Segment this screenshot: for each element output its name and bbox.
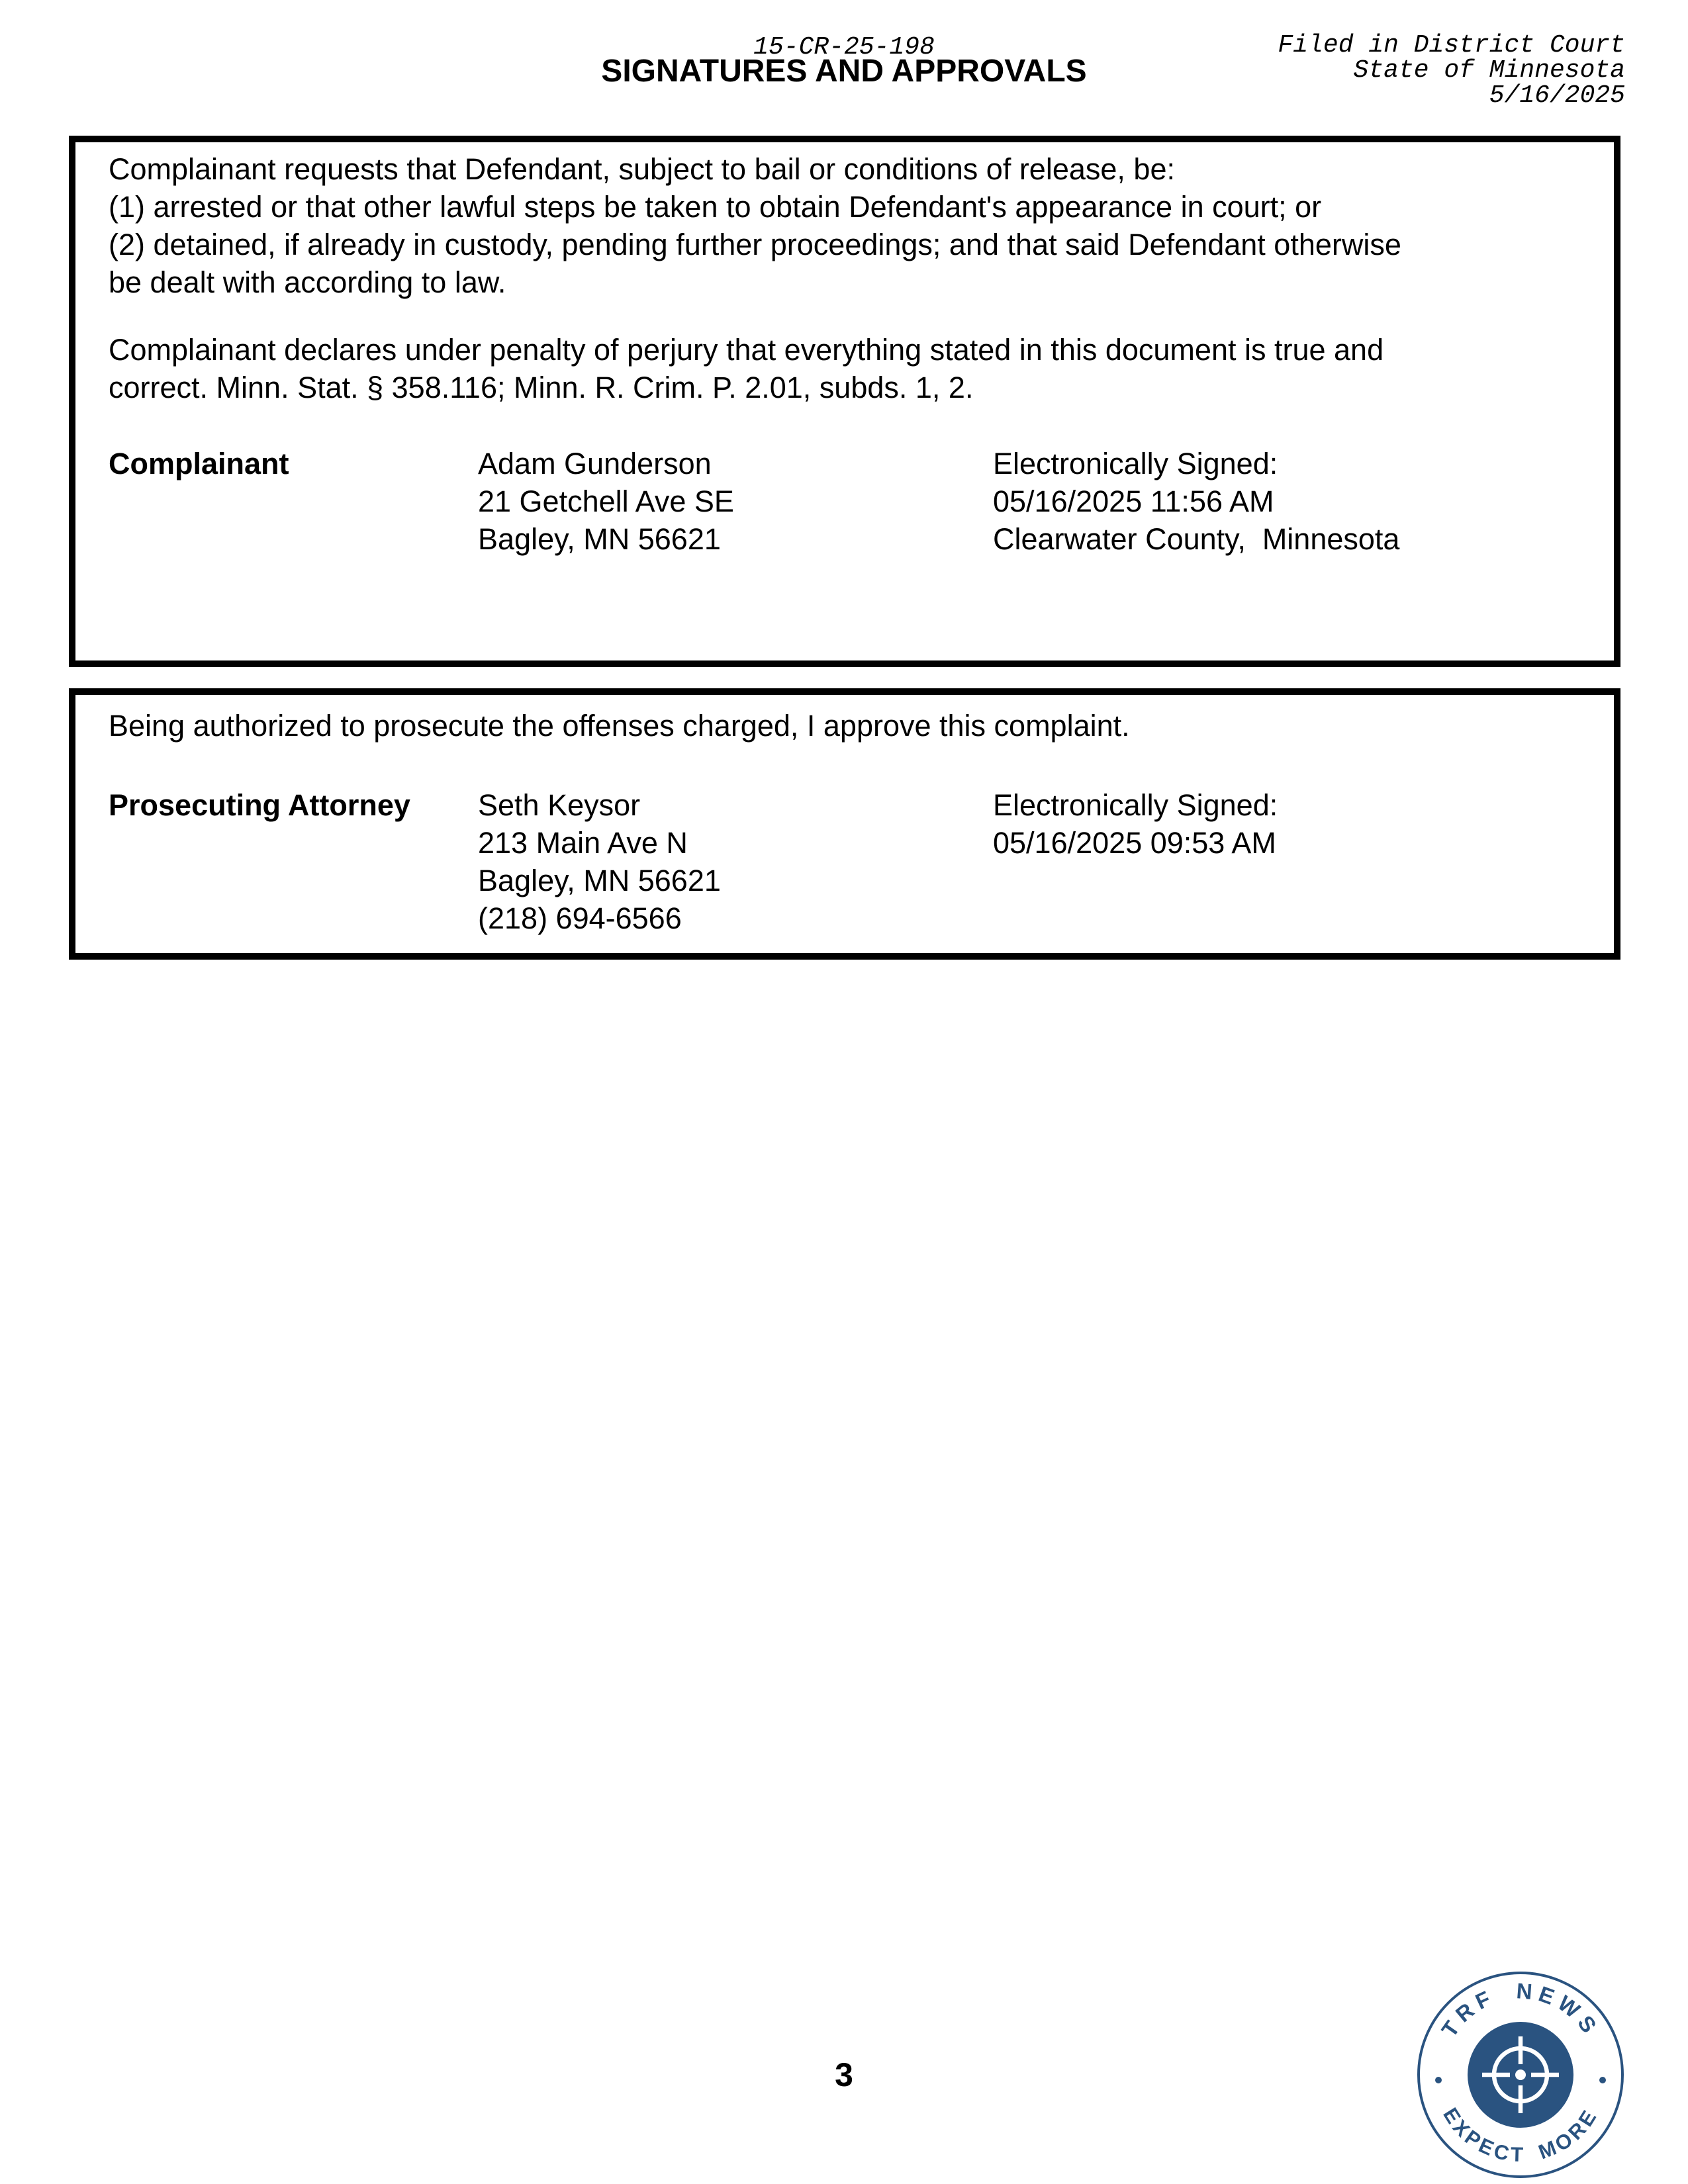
- badge-top-text: TRF NEWS: [1436, 1978, 1605, 2042]
- trf-news-badge: [1415, 1969, 1626, 2181]
- attorney-name-address: [478, 786, 993, 937]
- attorney-address: 213 Main Ave N Bagley, MN 56621 (218) 694-6566: [478, 826, 721, 935]
- badge-right-dot: [1599, 2077, 1606, 2083]
- page-number: 3: [835, 2056, 853, 2093]
- case-number: 15-CR-25-198: [753, 33, 935, 62]
- esignature-label: Electronically Signed:: [993, 788, 1278, 822]
- page-title: SIGNATURES AND APPROVALS: [601, 54, 1087, 89]
- request-paragraph: Complainant requests that Defendant, subject to bail or conditions of release, be: (1) arrested or that other lawful steps be taken to obtain Defendant's appearance in court; or (2) detained, if already in custody, pending further proceedings; and that said Defendant otherwise be dealt with according to law.: [109, 152, 1401, 299]
- complainant-esignature-block: [993, 445, 1581, 558]
- badge-bottom-text: EXPECT MORE: [1438, 2103, 1603, 2167]
- target-icon: [1468, 2022, 1573, 2128]
- esignature-datetime: 05/16/2025 11:56 AM: [993, 484, 1274, 518]
- attorney-role-label: Prosecuting Attorney: [109, 788, 410, 822]
- prosecuting-attorney-box: [69, 688, 1620, 960]
- approval-statement: Being authorized to prosecute the offenses charged, I approve this complaint.: [109, 709, 1130, 743]
- esignature-datetime: 05/16/2025 09:53 AM: [993, 826, 1276, 860]
- complainant-signature-row: [109, 445, 1581, 558]
- attorney-name: Seth Keysor: [478, 788, 641, 822]
- esignature-label: Electronically Signed:: [993, 447, 1278, 480]
- attorney-signature-row: [109, 786, 1581, 937]
- complainant-name-address: [478, 445, 993, 558]
- complainant-signature-box: [69, 136, 1620, 667]
- esignature-location: Clearwater County, Minnesota: [993, 522, 1400, 556]
- badge-left-dot: [1435, 2077, 1442, 2083]
- complainant-name: Adam Gunderson: [478, 447, 712, 480]
- complainant-address: 21 Getchell Ave SE Bagley, MN 56621: [478, 484, 734, 556]
- complainant-role-label: Complainant: [109, 447, 289, 480]
- perjury-declaration-paragraph: Complainant declares under penalty of perjury that everything stated in this document is true and correct. Minn. Stat. § 358.116; Minn. R. Crim. P. 2.01, subds. 1, 2.: [109, 333, 1384, 404]
- filed-in-district-court-stamp: Filed in District Court State of Minnesota 5/16/2025: [1278, 31, 1625, 110]
- attorney-esignature-block: [993, 786, 1581, 862]
